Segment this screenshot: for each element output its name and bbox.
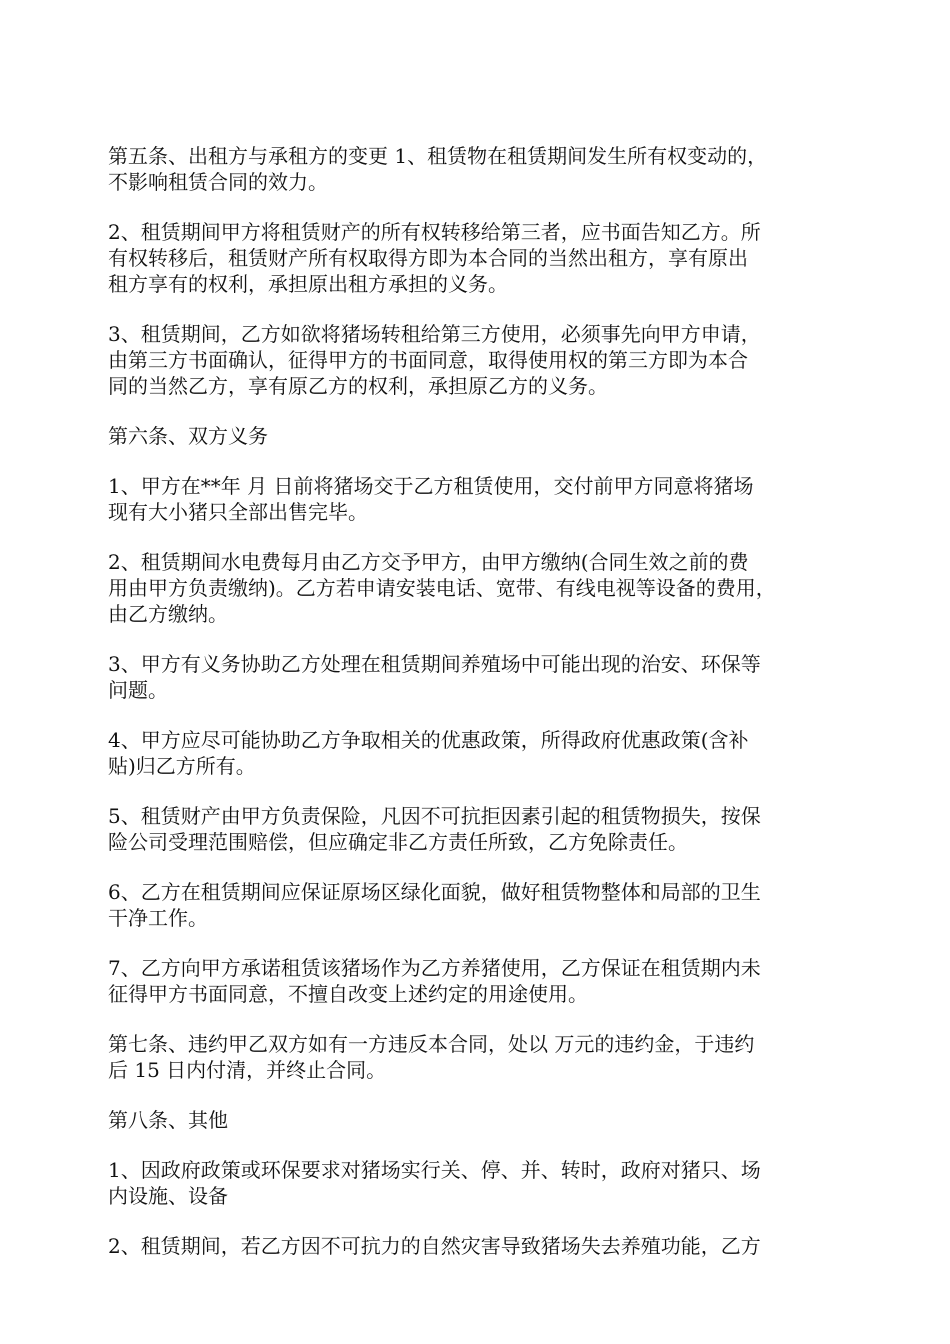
paragraph: [108, 803, 848, 855]
text-line: 7、乙方向甲方承诺租赁该猪场作为乙方养猪使用，乙方保证在租赁期内未: [108, 956, 761, 980]
text-line: 由乙方缴纳。: [108, 602, 228, 626]
text-line: 5、租赁财产由甲方负责保险，凡因不可抗拒因素引起的租赁物损失，按保: [108, 804, 761, 828]
paragraph: [108, 1233, 848, 1259]
text-line: 内设施、设备: [108, 1184, 228, 1208]
text-line: 现有大小猪只全部出售完毕。: [108, 500, 368, 524]
paragraph: [108, 473, 848, 525]
paragraph: [108, 1157, 848, 1209]
text-line: 1、甲方在**年 月 日前将猪场交于乙方租赁使用，交付前甲方同意将猪场: [108, 474, 754, 498]
paragraph: [108, 1031, 848, 1083]
text-line: 贴)归乙方所有。: [108, 754, 256, 778]
text-line: 2、租赁期间甲方将租赁财产的所有权转移给第三者，应书面告知乙方。所: [108, 220, 761, 244]
text-line: 3、甲方有义务协助乙方处理在租赁期间养殖场中可能出现的治安、环保等: [108, 652, 761, 676]
text-line: 2、租赁期间水电费每月由乙方交予甲方，由甲方缴纳(合同生效之前的费: [108, 550, 749, 574]
text-line: 由第三方书面确认，征得甲方的书面同意，取得使用权的第三方即为本合: [108, 348, 748, 372]
text-line: 不影响租赁合同的效力。: [108, 170, 328, 194]
paragraph: [108, 1107, 848, 1133]
text-line: 第五条、出租方与承租方的变更 1、租赁物在租赁期间发生所有权变动的，: [108, 144, 768, 168]
text-line: 有权转移后，租赁财产所有权取得方即为本合同的当然出租方，享有原出: [108, 246, 748, 270]
text-line: 租方享有的权利，承担原出租方承担的义务。: [108, 272, 508, 296]
text-line: 用由甲方负责缴纳)。乙方若申请安装电话、宽带、有线电视等设备的费用，: [108, 576, 776, 600]
text-line: 问题。: [108, 678, 168, 702]
paragraph: [108, 423, 848, 449]
paragraph: [108, 549, 848, 627]
text-line: 3、租赁期间，乙方如欲将猪场转租给第三方使用，必须事先向甲方申请，: [108, 322, 761, 346]
paragraph: [108, 219, 848, 297]
text-line: 后 15 日内付清，并终止合同。: [108, 1058, 387, 1082]
paragraph: [108, 955, 848, 1007]
paragraph: [108, 879, 848, 931]
text-line: 征得甲方书面同意，不擅自改变上述约定的用途使用。: [108, 982, 588, 1006]
paragraph: [108, 143, 848, 195]
text-line: 6、乙方在租赁期间应保证原场区绿化面貌，做好租赁物整体和局部的卫生: [108, 880, 761, 904]
text-line: 第七条、违约甲乙双方如有一方违反本合同，处以 万元的违约金，于违约: [108, 1032, 755, 1056]
text-line: 2、租赁期间，若乙方因不可抗力的自然灾害导致猪场失去养殖功能，乙方: [108, 1234, 761, 1258]
text-line: 同的当然乙方，享有原乙方的权利，承担原乙方的义务。: [108, 374, 608, 398]
paragraph: [108, 321, 848, 399]
text-line: 第八条、其他: [108, 1108, 228, 1132]
text-line: 险公司受理范围赔偿，但应确定非乙方责任所致，乙方免除责任。: [108, 830, 688, 854]
text-line: 第六条、双方义务: [108, 424, 268, 448]
paragraph: [108, 651, 848, 703]
text-line: 1、因政府政策或环保要求对猪场实行关、停、并、转时，政府对猪只、场: [108, 1158, 761, 1182]
text-line: 4、甲方应尽可能协助乙方争取相关的优惠政策，所得政府优惠政策(含补: [108, 728, 749, 752]
paragraph: [108, 727, 848, 779]
document-page: [108, 143, 848, 1283]
text-line: 干净工作。: [108, 906, 208, 930]
